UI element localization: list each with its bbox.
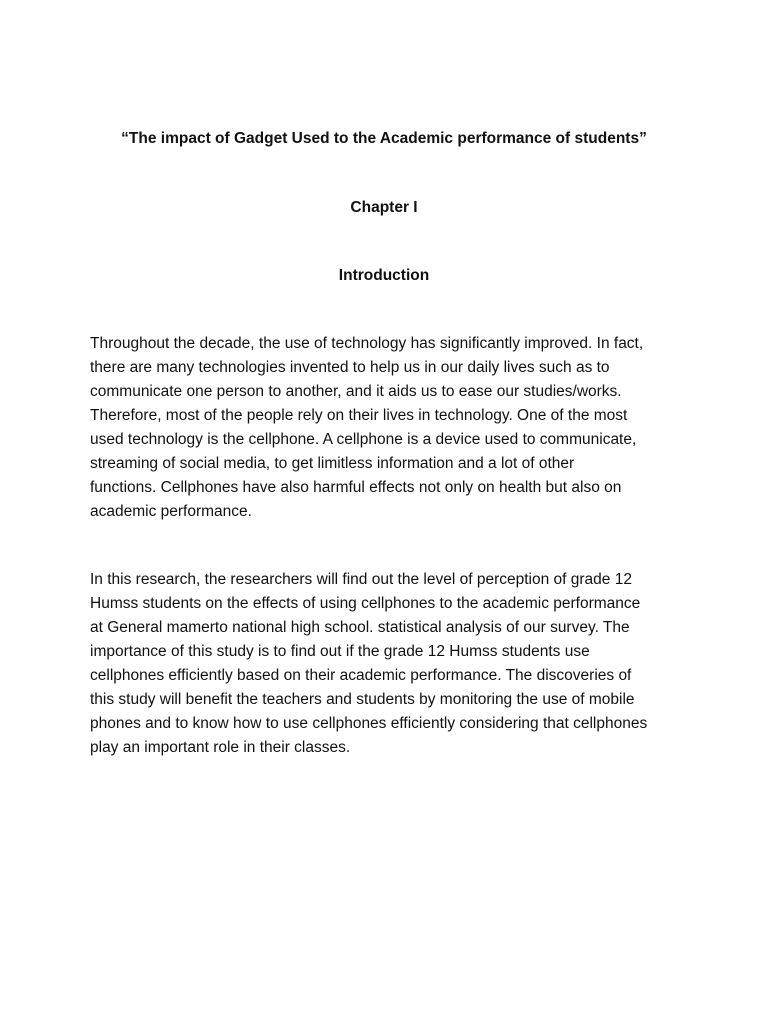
- paragraph-line: there are many technologies invented to help us in our daily lives such as to: [90, 359, 610, 376]
- section-heading: Introduction: [338, 267, 430, 284]
- paragraph-line: academic performance.: [90, 503, 252, 520]
- paragraph-line: In this research, the researchers will find out the level of perception of grade 12: [90, 571, 632, 588]
- paragraph-line: Throughout the decade, the use of technology has significantly improved. In fact,: [90, 335, 644, 352]
- paragraph-line: streaming of social media, to get limitless information and a lot of other: [90, 455, 575, 472]
- paragraph-line: importance of this study is to find out if the grade 12 Humss students use: [90, 643, 590, 660]
- paragraph-1: [90, 332, 680, 524]
- document-title: “The impact of Gadget Used to the Academic performance of students”: [121, 130, 647, 147]
- paragraph-line: phones and to know how to use cellphones efficiently considering that cellphones: [90, 715, 648, 732]
- paragraph-line: Humss students on the effects of using cellphones to the academic performance: [90, 595, 641, 612]
- paragraph-line: functions. Cellphones have also harmful effects not only on health but also on: [90, 479, 622, 496]
- paragraph-line: cellphones efficiently based on their academic performance. The discoveries of: [90, 667, 632, 684]
- paragraph-2: [90, 568, 680, 760]
- paragraph-line: this study will benefit the teachers and students by monitoring the use of mobile: [90, 691, 635, 708]
- paragraph-line: play an important role in their classes.: [90, 739, 351, 756]
- paragraph-line: at General mamerto national high school. statistical analysis of our survey. The: [90, 619, 630, 636]
- paragraph-line: Therefore, most of the people rely on their lives in technology. One of the most: [90, 407, 628, 424]
- paragraph-line: communicate one person to another, and it aids us to ease our studies/works.: [90, 383, 622, 400]
- chapter-heading: Chapter I: [350, 199, 418, 216]
- paragraph-line: used technology is the cellphone. A cellphone is a device used to communicate,: [90, 431, 637, 448]
